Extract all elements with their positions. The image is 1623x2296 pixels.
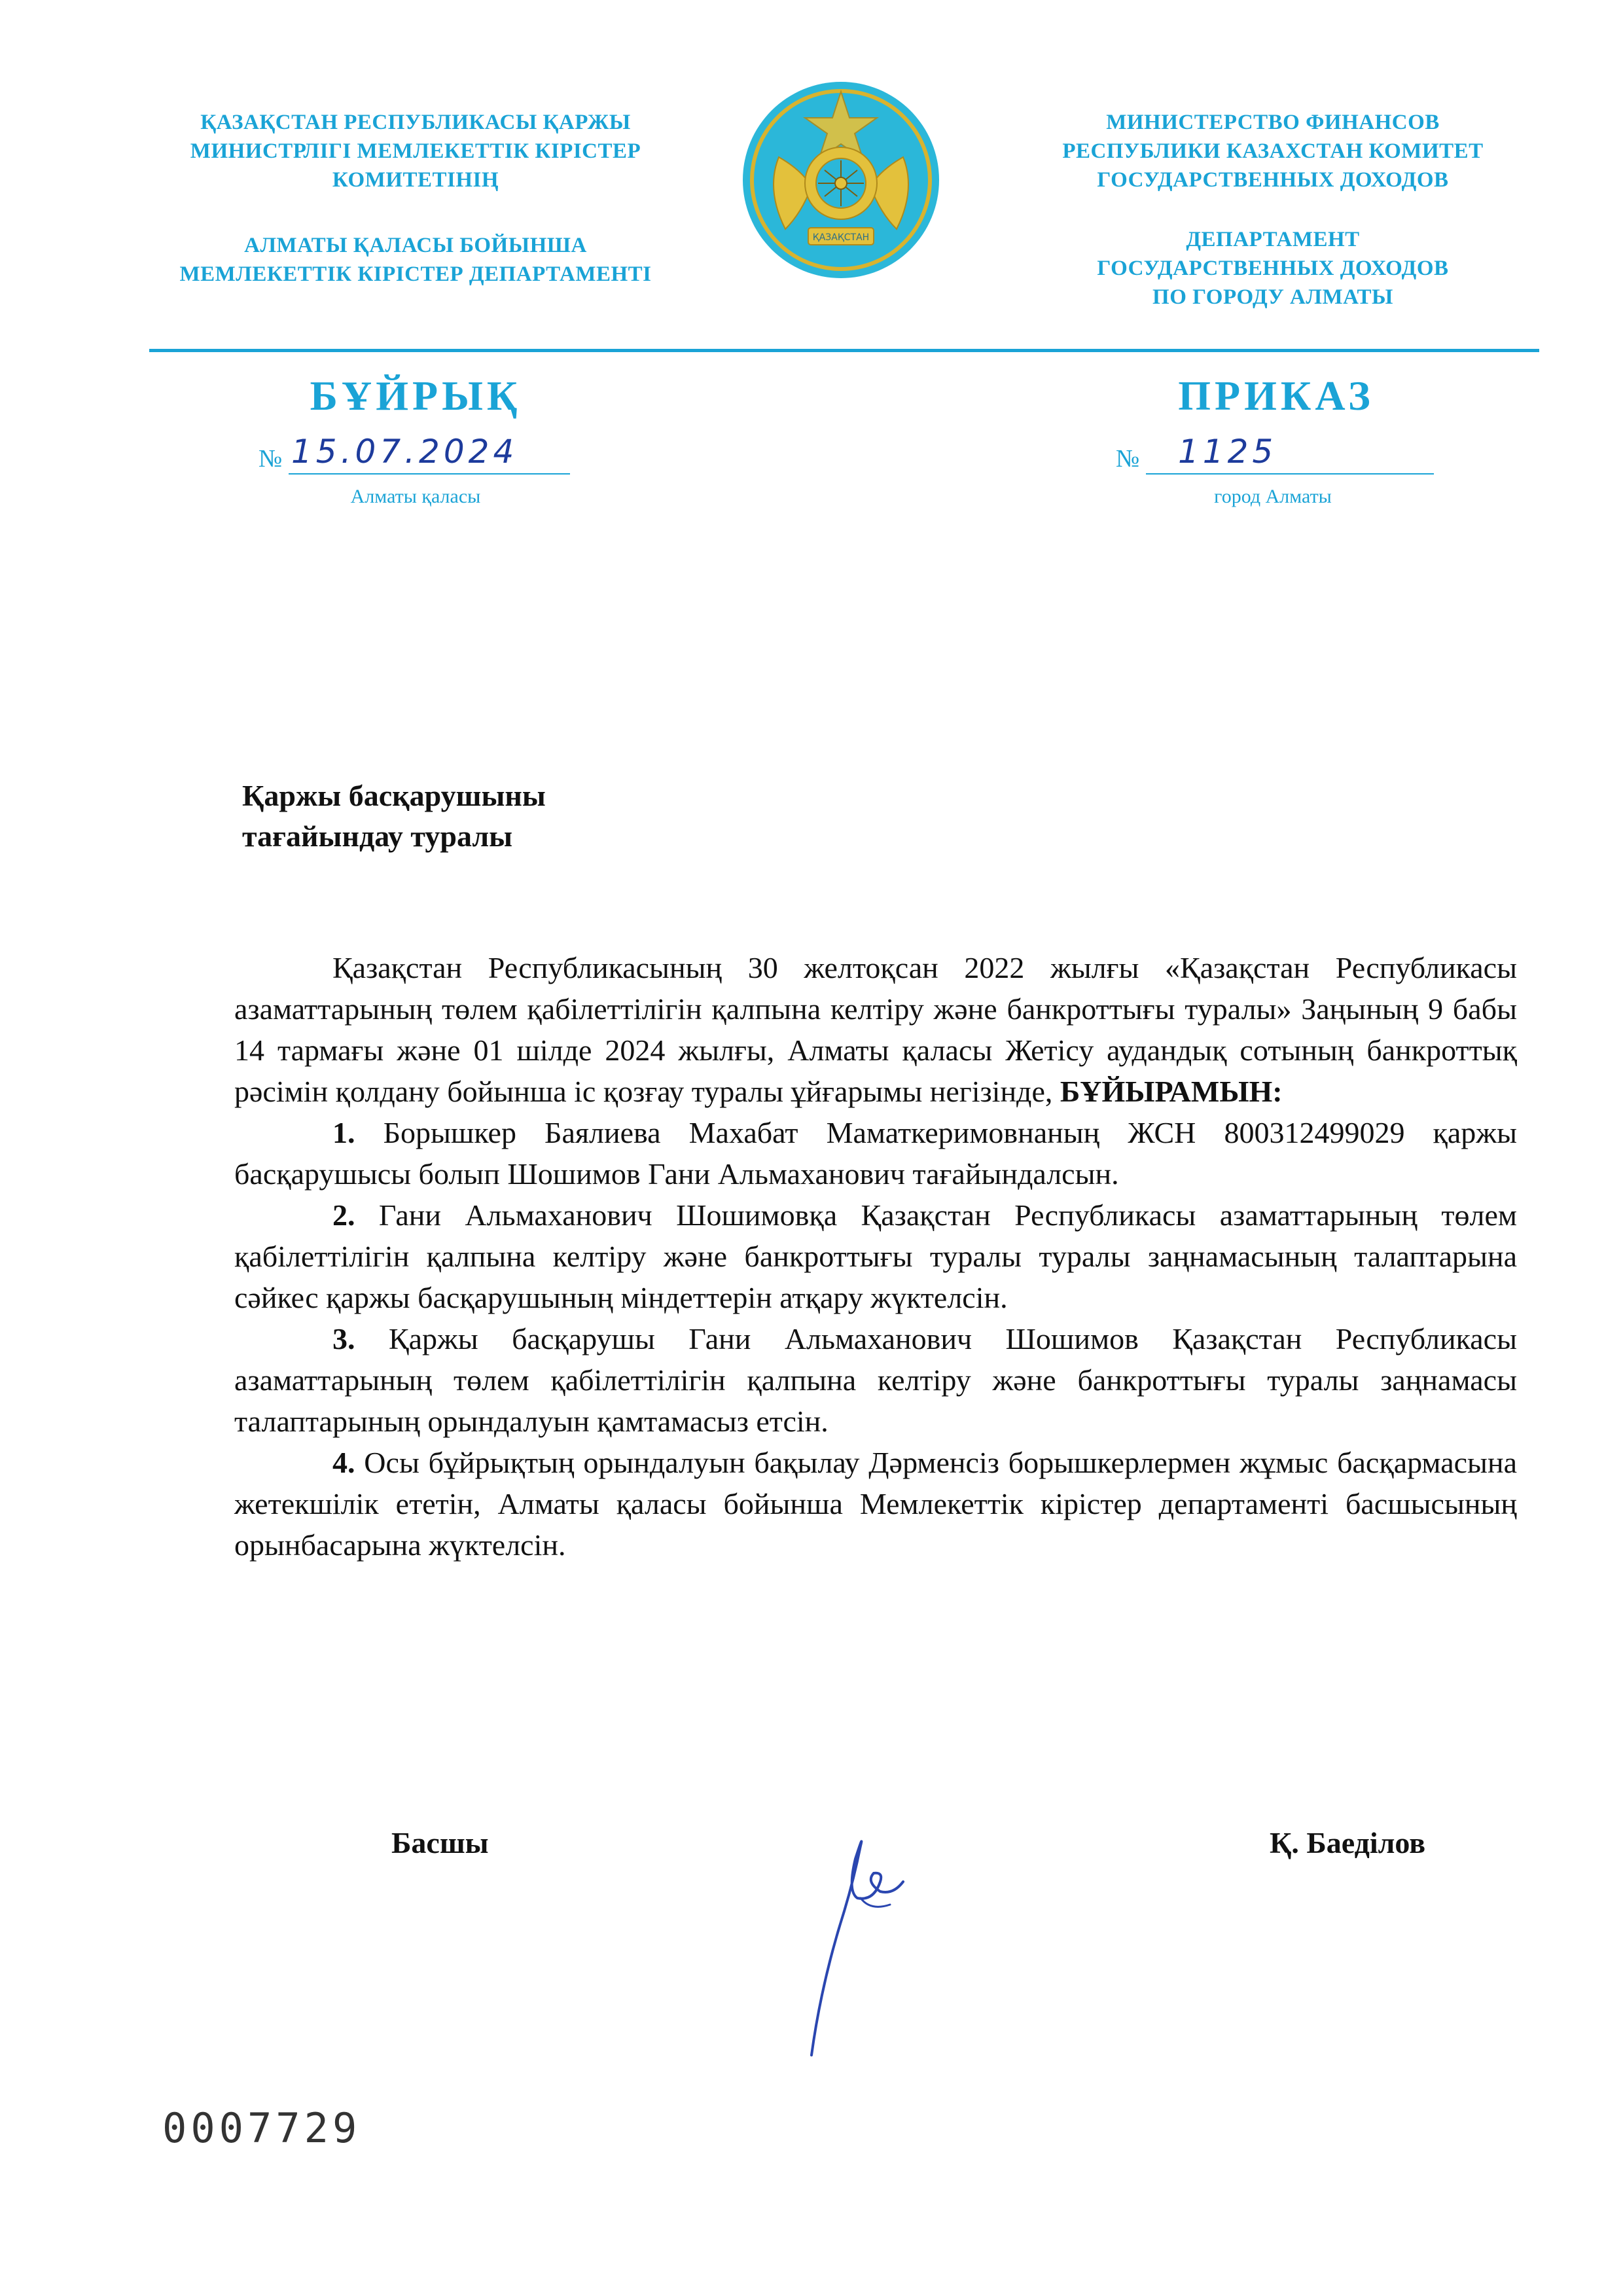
city-kz: Алматы қаласы <box>350 486 481 507</box>
header-kz-department <box>134 231 697 289</box>
order-title-ru: ПРИКАЗ <box>1178 372 1374 419</box>
item-text: Гани Альмаханович Шошимовқа Қазақстан Республикасы азаматтарының төлем қабілеттілігін қалпына келтіру және банкроттығы туралы туралы заңнамасының талаптарына сәйкес қаржы басқарушының міндеттерін атқару жүктелсін. <box>234 1198 1517 1314</box>
header-ru-line: ДЕПАРТАМЕНТ <box>1186 228 1360 251</box>
item-number: 2. <box>332 1198 355 1232</box>
header-ru-line: МИНИСТЕРСТВО ФИНАНСОВ <box>1106 111 1440 134</box>
state-emblem-icon <box>740 79 942 281</box>
signatory-position: Басшы <box>391 1826 489 1859</box>
city-ru: город Алматы <box>1214 486 1332 507</box>
item-number: 1. <box>332 1116 355 1149</box>
handwritten-number: 1125 <box>1178 433 1277 471</box>
order-item <box>234 1194 1517 1318</box>
item-text: Қаржы басқарушы Гани Альмаханович Шошимов Қазақстан Республикасы азаматтарының төлем қабілеттілігін қалпына келтіру және банкроттығы туралы заңнамасы талаптарының орындалуын қамтамасыз етсін. <box>234 1322 1517 1438</box>
header-kz-line: МЕМЛЕКЕТТІК КІРІСТЕР ДЕПАРТАМЕНТІ <box>179 262 652 286</box>
item-number: 4. <box>332 1446 355 1479</box>
order-item <box>234 1318 1517 1442</box>
serial-number: 0007729 <box>162 2104 361 2152</box>
underline <box>289 473 570 475</box>
intro-text: Қазақстан Республикасының 30 желтоқсан 2022 жылғы «Қазақстан Республикасы азаматтарының төлем қабілеттілігін қалпына келтіру және банкроттығы туралы» Заңының 9 бабы 14 тармағы және 01 шілде 2024 жылғы, Алматы қаласы Жетісу аудандық сотының банкроттық рәсімін қолдану бойынша іс қозғау туралы ұйғарымы негізінде, <box>234 951 1517 1108</box>
number-sign: № <box>259 445 283 473</box>
item-text: Осы бұйрықтың орындалуын бақылау Дәрменсіз борышкерлермен жұмыс басқармасына жетекшілік ететін, Алматы қаласы бойынша Мемлекеттік кірістер департаменті басшысының орынбасарына жүктелсін. <box>234 1446 1517 1562</box>
header-divider <box>149 349 1539 352</box>
underline <box>1146 473 1434 475</box>
header-kz-line: ҚАЗАҚСТАН РЕСПУБЛИКАСЫ ҚАРЖЫ <box>200 111 631 134</box>
header-ru-department <box>991 225 1554 312</box>
emblem-text: ҚАЗАҚСТАН <box>812 232 870 243</box>
header-ru-line: ГОСУДАРСТВЕННЫХ ДОХОДОВ <box>1097 257 1449 280</box>
signatory-name: Қ. Баеділов <box>1270 1826 1426 1859</box>
order-number-field <box>1116 435 1443 475</box>
number-sign: № <box>1116 445 1140 473</box>
subject-line: тағайындау туралы <box>242 819 513 853</box>
order-date-field <box>259 435 573 475</box>
subject-line: Қаржы басқарушыны <box>242 779 546 812</box>
header-ru-committee <box>991 108 1554 194</box>
header-kz-line: АЛМАТЫ ҚАЛАСЫ БОЙЫНША <box>244 234 587 257</box>
order-item <box>234 1442 1517 1566</box>
header-ru-line: ПО ГОРОДУ АЛМАТЫ <box>1152 285 1393 309</box>
intro-paragraph <box>234 947 1517 1112</box>
item-number: 3. <box>332 1322 355 1355</box>
handwritten-date: 15.07.2024 <box>291 433 518 471</box>
header-kz-committee <box>134 108 697 194</box>
document-body <box>234 947 1517 1566</box>
header-kz-line: МИНИСТРЛІГІ МЕМЛЕКЕТТІК КІРІСТЕР <box>190 139 641 163</box>
header-kz <box>134 108 697 289</box>
intro-command: БҰЙЫРАМЫН: <box>1060 1075 1283 1108</box>
header-kz-line: КОМИТЕТІНІҢ <box>332 168 499 192</box>
header-ru <box>991 108 1554 312</box>
order-item <box>234 1112 1517 1194</box>
handwritten-signature-icon <box>782 1820 952 2068</box>
header-ru-line: РЕСПУБЛИКИ КАЗАХСТАН КОМИТЕТ <box>1062 139 1484 163</box>
item-text: Борышкер Баялиева Махабат Маматкеримовнаның ЖСН 800312499029 қаржы басқарушысы болып Шошимов Гани Альмаханович тағайындалсын. <box>234 1116 1517 1191</box>
order-title-kz: БҰЙРЫҚ <box>310 372 522 419</box>
header-ru-line: ГОСУДАРСТВЕННЫХ ДОХОДОВ <box>1097 168 1449 192</box>
document-subject <box>242 776 546 857</box>
